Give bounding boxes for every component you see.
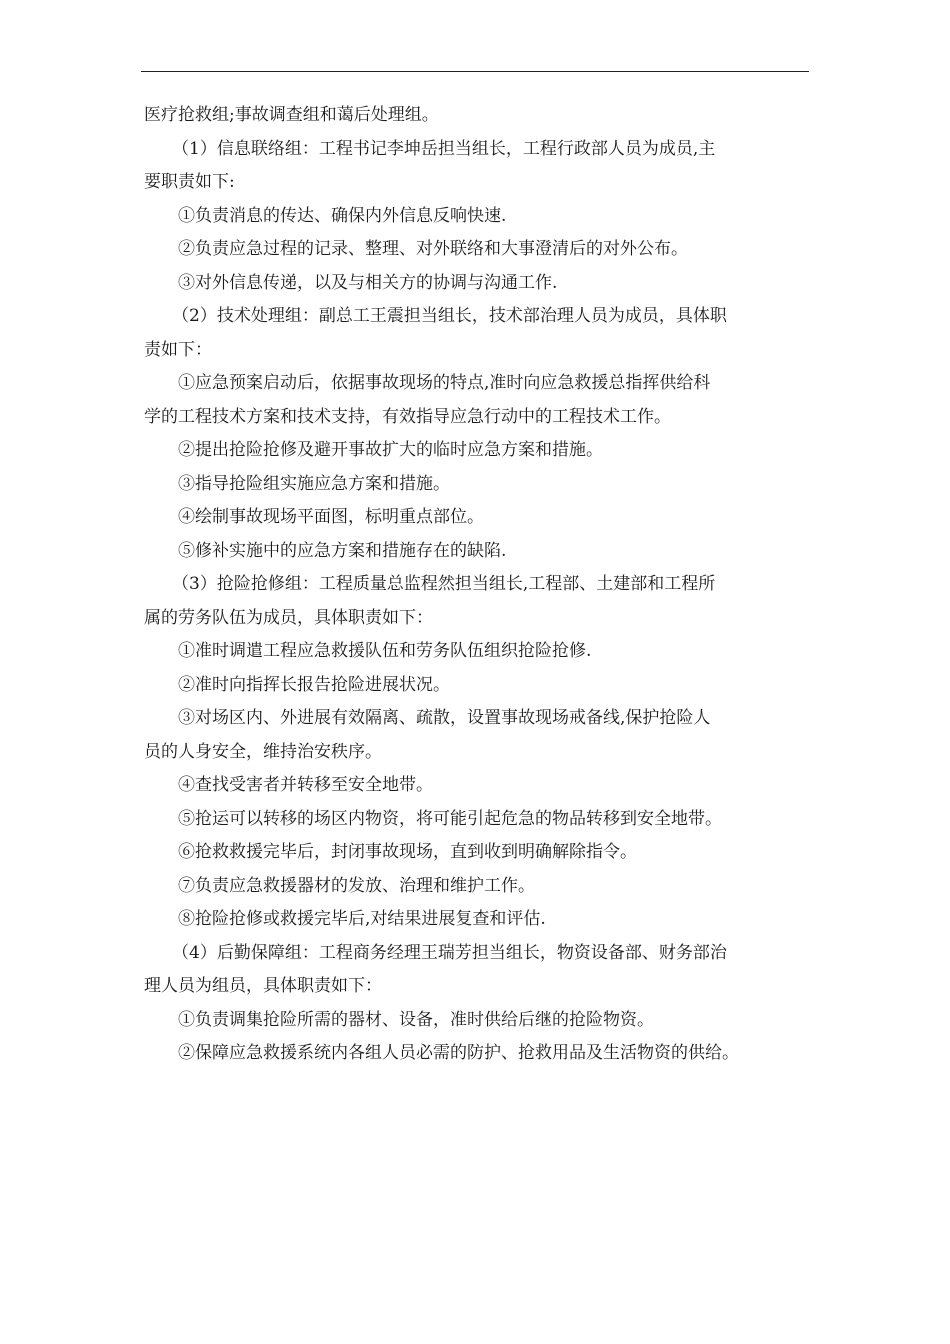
text-line: （4）后勤保障组：工程商务经理王瑞芳担当组长，物资设备部、财务部治 [172,942,727,963]
text-line: 员的人身安全，维持治安秩序。 [144,741,382,762]
header-rule [141,71,809,72]
document-body [144,99,812,1071]
text-line: ⑤修补实施中的应急方案和措施存在的缺陷. [178,540,507,561]
text-line: ①负责消息的传达、确保内外信息反响快速. [178,205,507,226]
text-line: ⑤抢运可以转移的场区内物资，将可能引起危急的物品转移到安全地带。 [178,808,722,829]
text-line: 医疗抢救组;事故调查组和蔼后处理组。 [144,105,439,125]
text-line: ①负责调集抢险所需的器材、设备，准时供给后继的抢险物资。 [178,1009,654,1030]
text-line: 要职责如下: [144,172,235,192]
text-line: ⑥抢救救援完毕后，封闭事故现场，直到收到明确解除指令。 [178,842,637,862]
text-line: ③对外信息传递，以及与相关方的协调与沟通工作. [178,272,558,293]
text-line: ③指导抢险组实施应急方案和措施。 [178,473,450,494]
text-line: （1）信息联络组：工程书记李坤岳担当组长，工程行政部人员为成员,主 [172,138,716,159]
text-line: 责如下： [144,339,212,360]
text-line: （2）技术处理组：副总工王震担当组长，技术部治理人员为成员，具体职 [172,306,727,326]
text-line: ②负责应急过程的记录、整理、对外联络和大事澄清后的对外公布。 [178,239,688,259]
text-line: ②保障应急救援系统内各组人员必需的防护、抢救用品及生活物资的供给。 [178,1043,739,1063]
text-line: 属的劳务队伍为成员，具体职责如下： [144,607,433,628]
text-line: ①准时调遣工程应急救援队伍和劳务队伍组织抢险抢修. [178,641,592,661]
text-line: ②提出抢险抢修及避开事故扩大的临时应急方案和措施。 [178,440,603,460]
text-line: ⑦负责应急救援器材的发放、治理和维护工作。 [178,875,535,896]
text-line: 理人员为组员，具体职责如下： [144,976,382,996]
text-line: ④查找受害者并转移至安全地带。 [178,775,433,795]
text-line: ⑧抢险抢修或救援完毕后,对结果进展复查和评估. [178,909,546,929]
text-line: 学的工程技术方案和技术支持，有效指导应急行动中的工程技术工作。 [144,406,671,427]
text-line: ①应急预案启动后，依据事故现场的特点,准时向应急救援总指挥供给科 [178,373,711,393]
text-line: ③对场区内、外进展有效隔离、疏散，设置事故现场戒备线,保护抢险人 [178,708,711,728]
text-line: （3）抢险抢修组：工程质量总监程然担当组长,工程部、土建部和工程所 [172,574,716,594]
text-line: ②准时向指挥长报告抢险进展状况。 [178,674,450,695]
text-line: ④绘制事故现场平面图，标明重点部位。 [178,507,484,527]
